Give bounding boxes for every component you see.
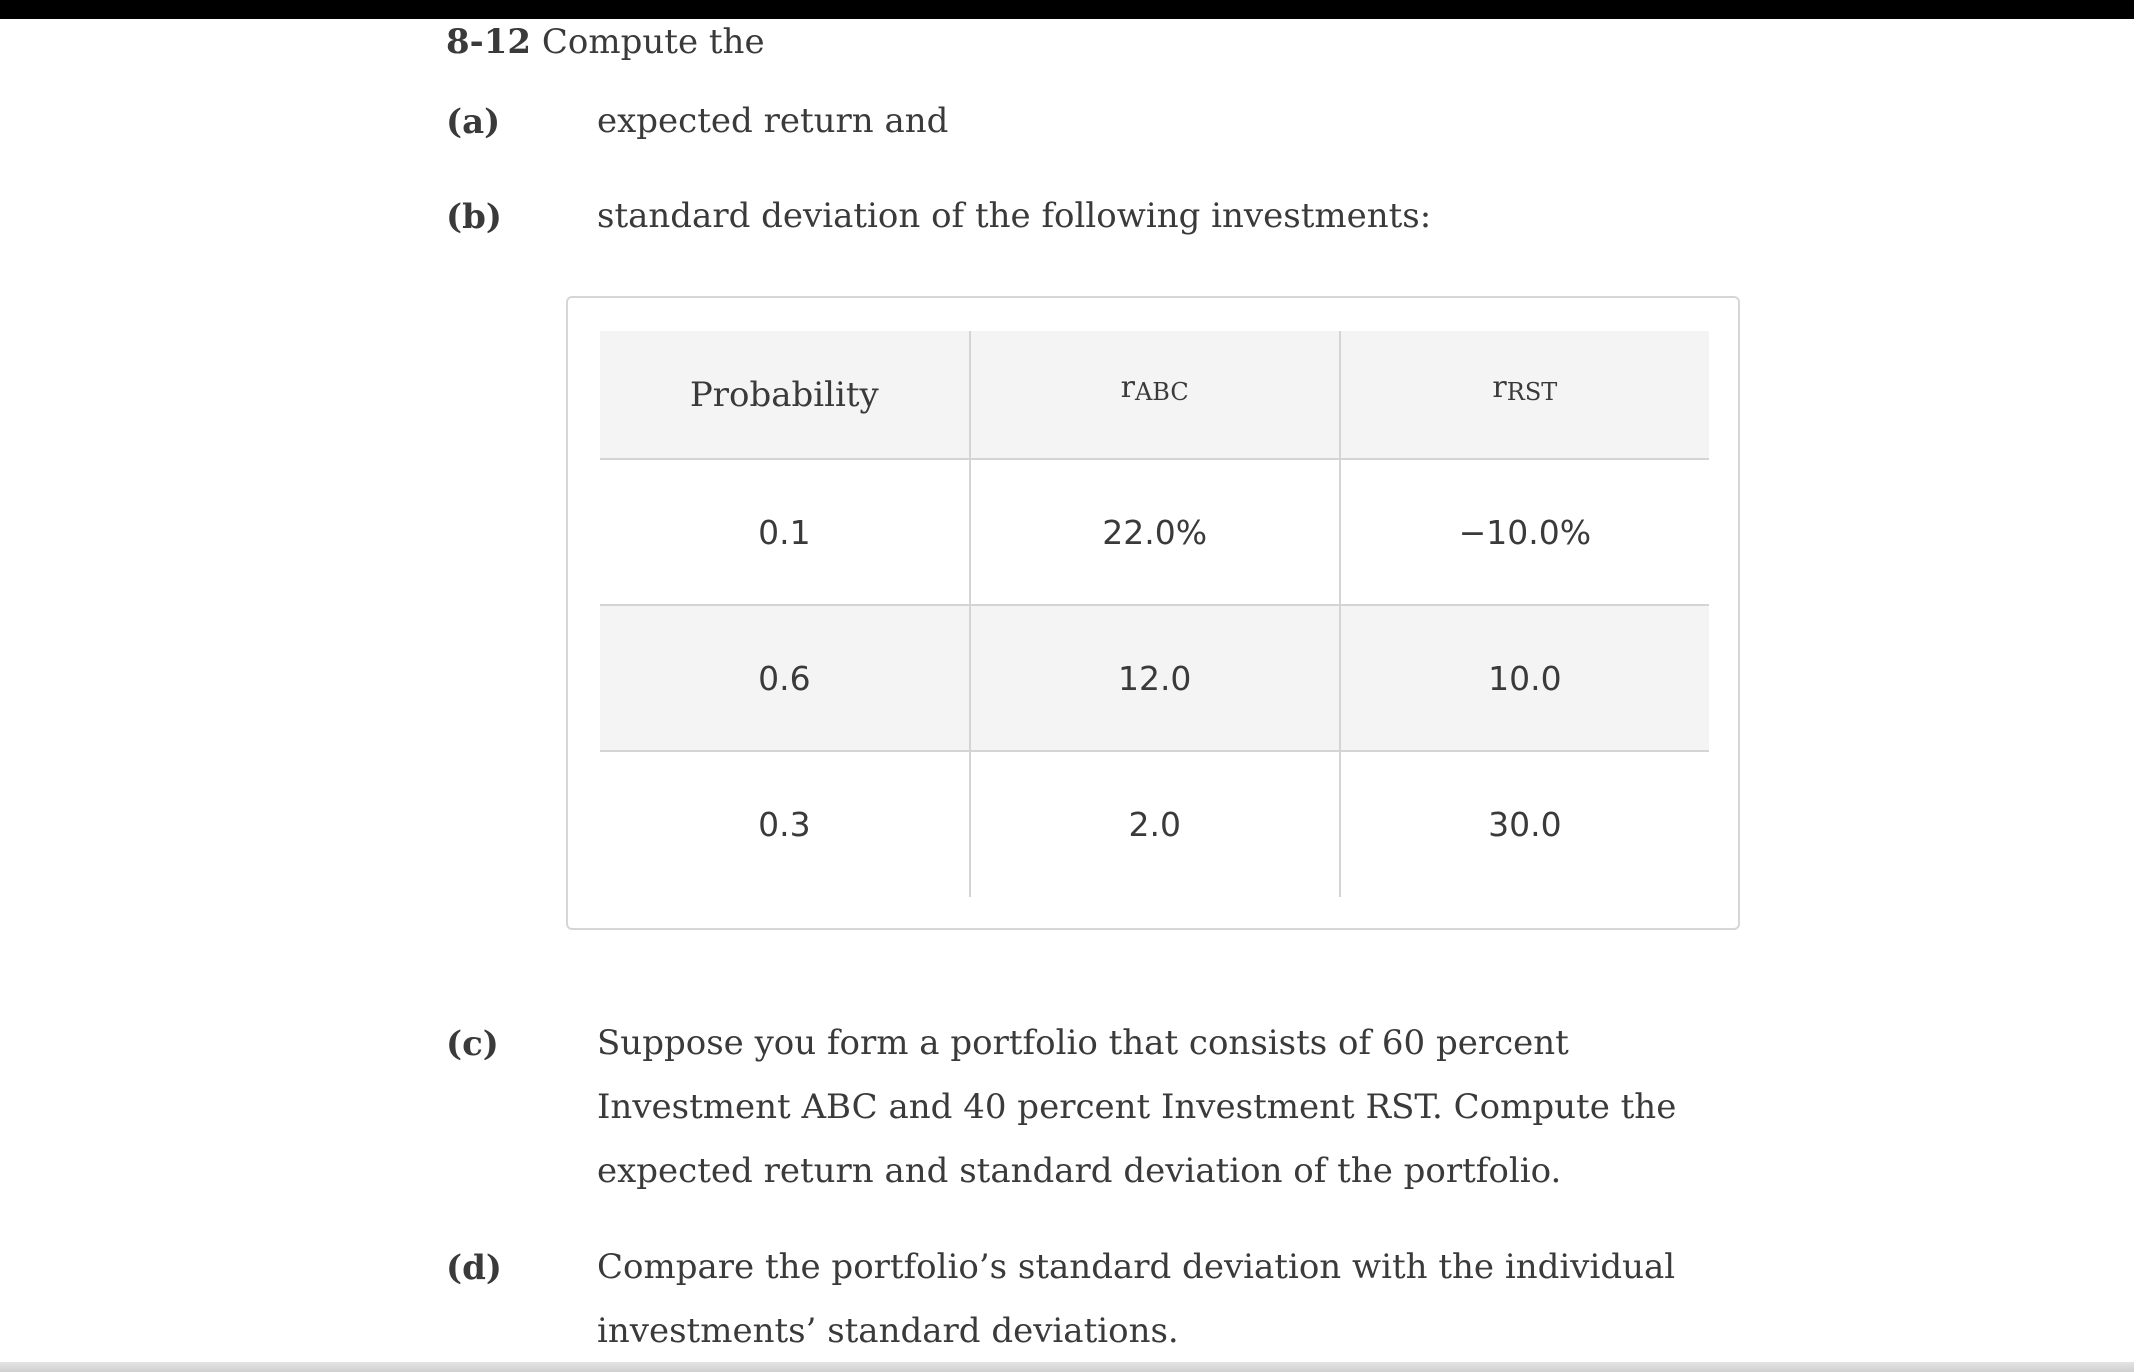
part-a-text: expected return and <box>597 101 949 141</box>
part-a-label: (a) <box>446 102 501 142</box>
header-r-abc-symbol: r <box>1120 369 1135 405</box>
part-c-label: (c) <box>446 1024 499 1064</box>
header-probability: Probability <box>600 331 970 459</box>
problem-intro: Compute the <box>541 22 765 62</box>
table-row <box>600 751 1709 897</box>
investments-table <box>600 331 1709 897</box>
cell-r-rst: 10.0 <box>1340 605 1709 751</box>
problem-number: 8-12 <box>446 22 532 62</box>
cell-probability: 0.3 <box>758 805 811 844</box>
part-d-text: Compare the portfolio’s standard deviation with the individual investments’ standard deviations. <box>597 1247 1676 1351</box>
cell-r-rst: 30.0 <box>1340 751 1709 897</box>
investments-table-card <box>566 296 1740 930</box>
cell-probability: 0.6 <box>600 605 970 751</box>
cell-r-abc: 2.0 <box>970 751 1340 897</box>
part-b-label: (b) <box>446 197 502 237</box>
table-header-row <box>600 331 1709 459</box>
header-r-rst-symbol: r <box>1492 369 1507 405</box>
table-row <box>600 459 1709 605</box>
cell-r-abc: 12.0 <box>970 605 1340 751</box>
top-bar <box>0 0 2134 19</box>
part-b-text: standard deviation of the following investments: <box>597 196 1432 236</box>
part-c-text: Suppose you form a portfolio that consists of 60 percent Investment ABC and 40 percent Investment RST. Compute the expected return and standard deviation of the portfolio. <box>597 1023 1677 1191</box>
header-r-abc <box>970 331 1340 459</box>
part-d-label: (d) <box>446 1248 502 1288</box>
cell-r-abc: 22.0% <box>970 459 1340 605</box>
header-r-abc-subscript: ABC <box>1134 377 1189 406</box>
table-row <box>600 605 1709 751</box>
cell-r-rst: −10.0% <box>1340 459 1709 605</box>
header-r-rst <box>1340 331 1709 459</box>
header-r-rst-subscript: RST <box>1506 377 1558 406</box>
cell-probability: 0.1 <box>600 459 970 605</box>
bottom-bar <box>0 1362 2134 1372</box>
problem-title <box>446 19 765 65</box>
